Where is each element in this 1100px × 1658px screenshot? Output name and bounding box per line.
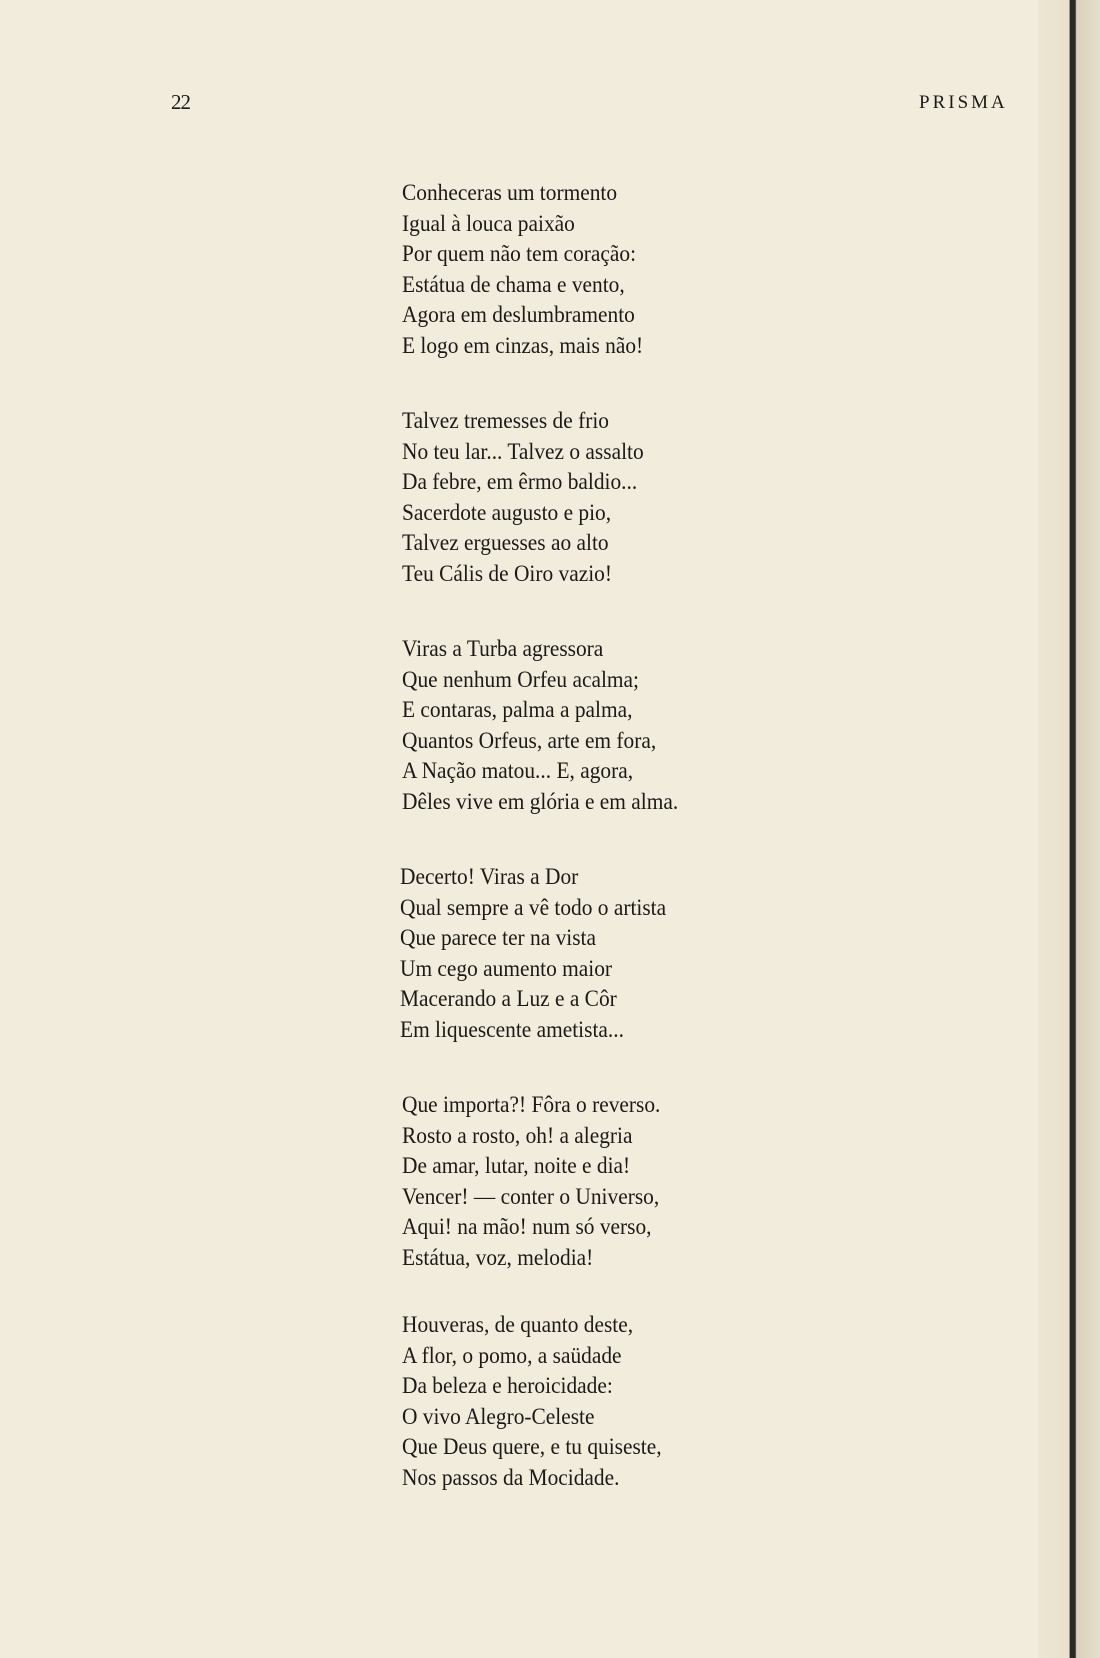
page-edge [1038, 0, 1100, 1658]
poem-line: A flor, o pomo, a saüdade [402, 1342, 622, 1368]
poem-line: Houveras, de quanto deste, [402, 1312, 634, 1337]
stanza-6 [402, 1310, 681, 1493]
stanza-5 [402, 1090, 680, 1273]
stanza-4 [400, 862, 686, 1045]
poem-line: Quantos Orfeus, arte em fora, [402, 727, 657, 753]
poem-line: E contaras, palma a palma, [402, 697, 633, 722]
poem-line: Teu Cális de Oiro vazio! [402, 560, 612, 586]
poem-line: Da beleza e heroicidade: [402, 1373, 613, 1398]
stanza-3 [402, 634, 699, 817]
poem-line: Estátua, voz, melodia! [402, 1244, 594, 1270]
poem-line: Talvez tremesses de frio [402, 408, 609, 433]
poem-line: E logo em cinzas, mais não! [402, 332, 644, 358]
poem-line: O vivo Alegro-Celeste [402, 1403, 595, 1429]
running-title: PRISMA [919, 92, 1008, 113]
stanza-1 [402, 178, 661, 361]
poem-line: Qual sempre a vê todo o artista [400, 894, 667, 920]
poem-line: Por quem não tem coração: [402, 241, 637, 266]
poem-line: Conheceras um tormento [402, 180, 618, 205]
poem-line: Um cego aumento maior [400, 955, 613, 981]
poem-line: Macerando a Luz e a Côr [400, 986, 617, 1011]
poem-line: Viras a Turba agressora [402, 636, 604, 661]
poem-line: A Nação matou... E, agora, [402, 758, 634, 783]
poem-line: De amar, lutar, noite e dia! [402, 1153, 631, 1178]
stanza-2 [402, 406, 662, 589]
poem-line: Nos passos da Mocidade. [402, 1464, 620, 1490]
poem-line: Que Deus quere, e tu quiseste, [402, 1434, 662, 1459]
poem-line: Decerto! Viras a Dor [400, 864, 579, 889]
poem-line: Talvez erguesses ao alto [402, 530, 609, 555]
poem-line: Igual à louca paixão [402, 210, 575, 236]
page-number: 22 [171, 90, 190, 114]
poem-line: No teu lar... Talvez o assalto [402, 438, 644, 464]
poem-line: Estátua de chama e vento, [402, 271, 625, 297]
poem-line: Em liquescente ametista... [400, 1016, 624, 1042]
poem-line: Que importa?! Fôra o reverso. [402, 1092, 661, 1117]
poem-line: Da febre, em êrmo baldio... [402, 469, 638, 494]
poem-line: Que parece ter na vista [400, 925, 596, 950]
poem-line: Sacerdote augusto e pio, [402, 499, 612, 525]
poem-line: Rosto a rosto, oh! a alegria [402, 1122, 633, 1148]
poem-line: Agora em deslumbramento [402, 302, 635, 327]
poem-line: Vencer! — conter o Universo, [402, 1183, 660, 1209]
poem-line: Dêles vive em glória e em alma. [402, 788, 679, 814]
poem-line: Que nenhum Orfeu acalma; [402, 666, 639, 692]
poem-line: Aqui! na mão! num só verso, [402, 1214, 652, 1239]
